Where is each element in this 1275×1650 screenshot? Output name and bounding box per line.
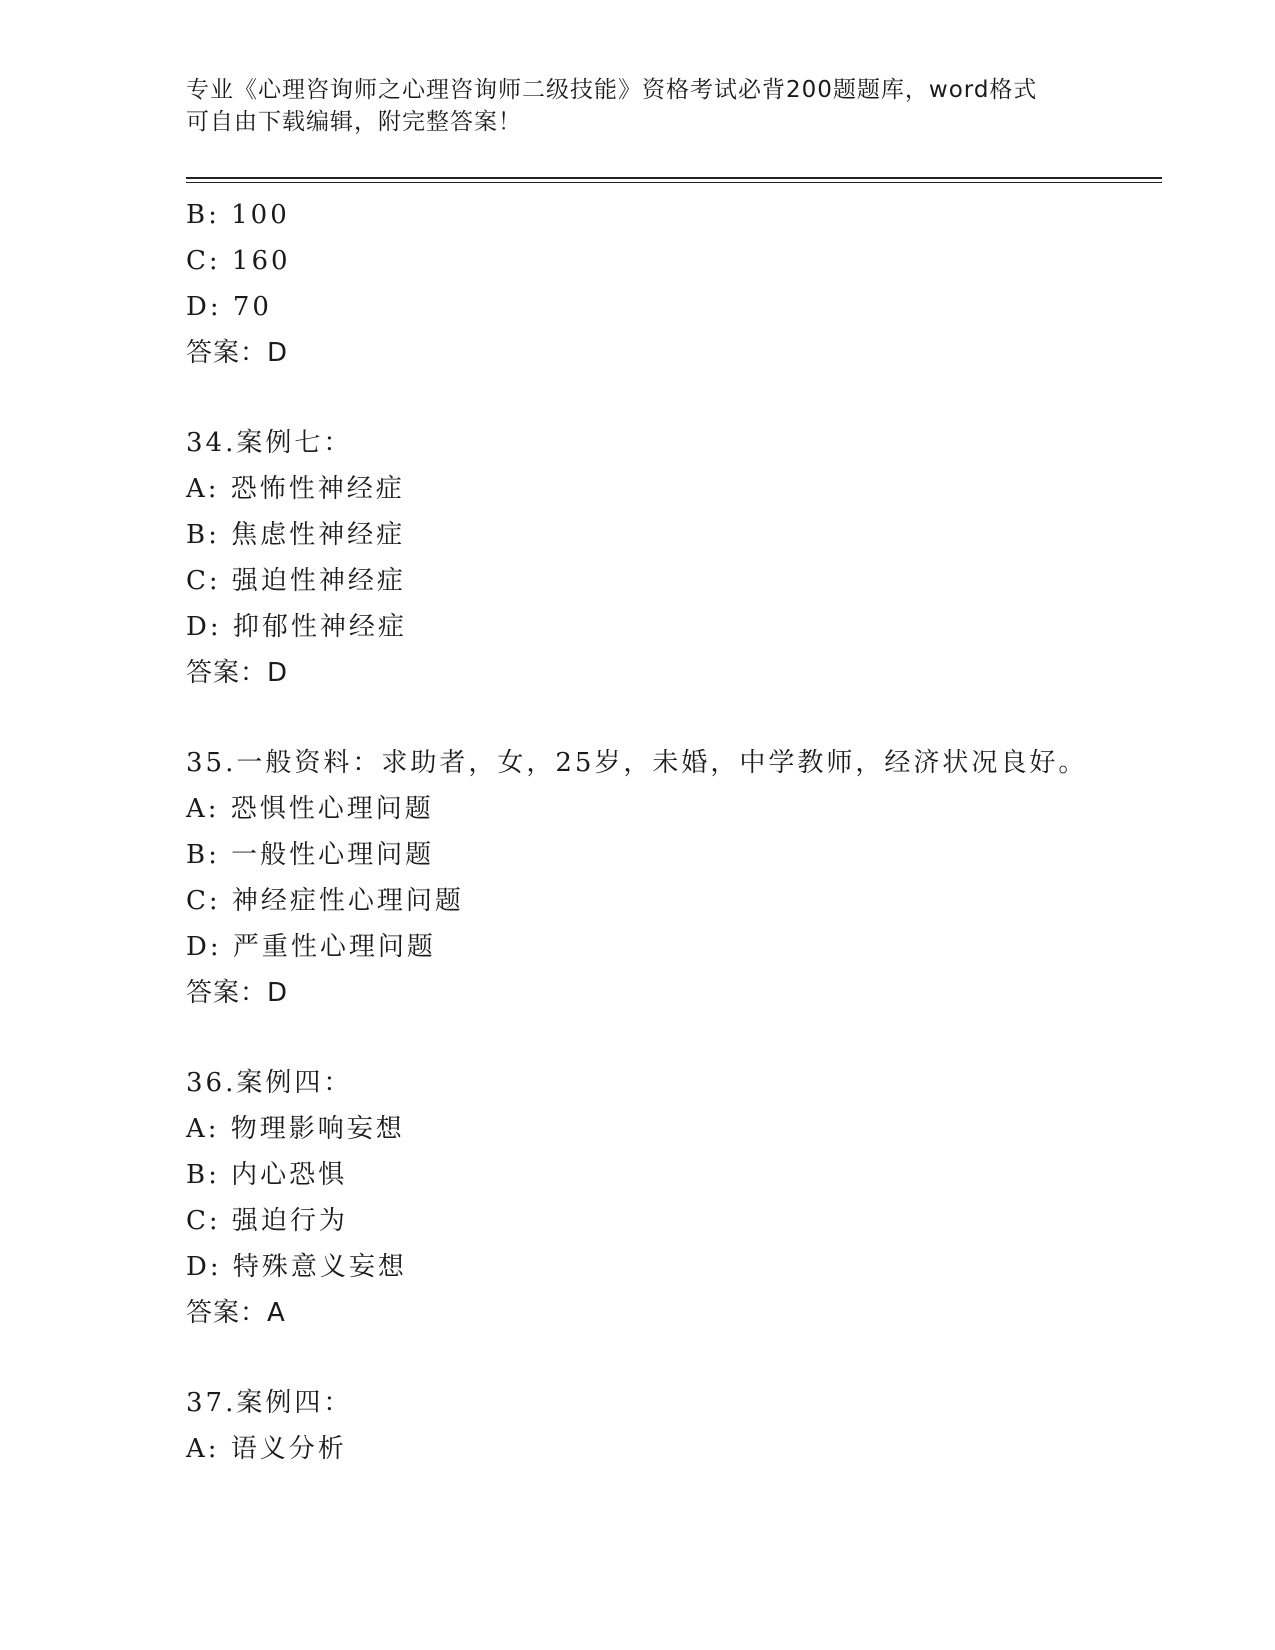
header-divider-thick bbox=[186, 177, 1162, 179]
option-b: B: 100 bbox=[186, 200, 290, 230]
answer-line: 答案：D bbox=[186, 658, 289, 688]
option-d: D: 严重性心理问题 bbox=[186, 932, 436, 962]
option-a: A: 物理影响妄想 bbox=[186, 1114, 405, 1144]
option-b: B: 焦虑性神经症 bbox=[186, 520, 406, 550]
question-title: 34.案例七： bbox=[186, 428, 353, 458]
option-d: D: 抑郁性神经症 bbox=[186, 612, 407, 642]
question-title: 37.案例四： bbox=[186, 1388, 353, 1418]
option-d: D: 70 bbox=[186, 292, 272, 322]
answer-line: 答案：D bbox=[186, 978, 289, 1008]
answer-line: 答案：D bbox=[186, 338, 289, 368]
option-b: B: 一般性心理问题 bbox=[186, 840, 435, 870]
question-block-34 bbox=[186, 420, 1162, 696]
option-d: D: 特殊意义妄想 bbox=[186, 1252, 407, 1282]
question-title: 35.一般资料：求助者，女，25岁，未婚，中学教师，经济状况良好。 bbox=[186, 748, 1088, 778]
option-c: C: 强迫行为 bbox=[186, 1206, 348, 1236]
question-list bbox=[186, 192, 1162, 1472]
question-block-37 bbox=[186, 1380, 1162, 1472]
option-c: C: 强迫性神经症 bbox=[186, 566, 406, 596]
question-title: 36.案例四： bbox=[186, 1068, 353, 1098]
answer-line: 答案：A bbox=[186, 1298, 286, 1328]
option-b: B: 内心恐惧 bbox=[186, 1160, 348, 1190]
question-block-33 bbox=[186, 192, 1162, 376]
option-c: C: 神经症性心理问题 bbox=[186, 886, 464, 916]
question-block-35 bbox=[186, 740, 1162, 1016]
header-line-1: 专业《心理咨询师之心理咨询师二级技能》资格考试必背200题题库，word格式 bbox=[186, 77, 1038, 103]
option-a: A: 语义分析 bbox=[186, 1434, 347, 1464]
question-block-36 bbox=[186, 1060, 1162, 1336]
header-divider-thin bbox=[186, 182, 1162, 183]
option-c: C: 160 bbox=[186, 246, 291, 276]
option-a: A: 恐惧性心理问题 bbox=[186, 794, 434, 824]
option-a: A: 恐怖性神经症 bbox=[186, 474, 405, 504]
document-header bbox=[186, 74, 1086, 138]
header-line-2: 可自由下载编辑，附完整答案！ bbox=[186, 109, 522, 135]
